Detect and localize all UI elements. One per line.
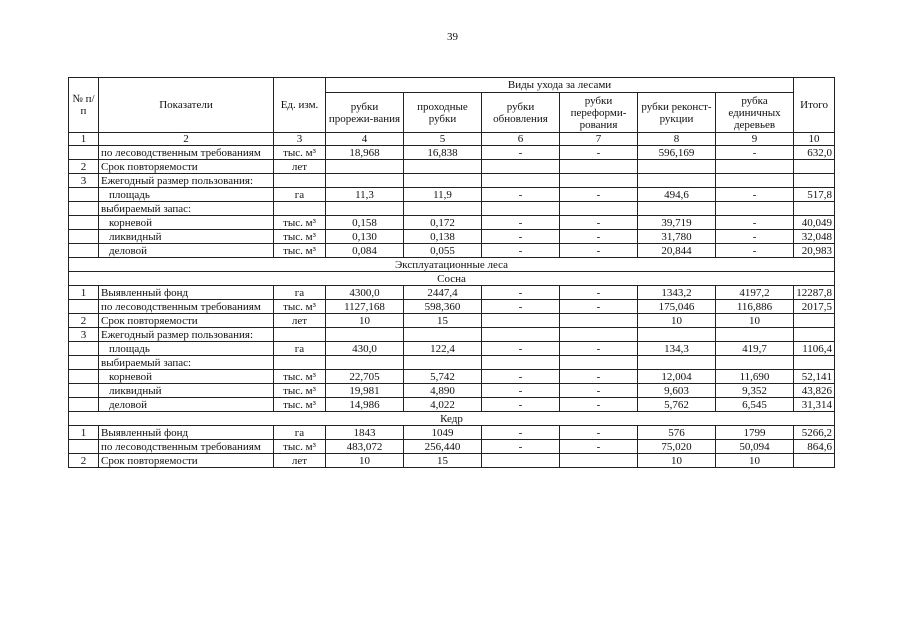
value-cell: [716, 356, 794, 370]
indicator-cell: Выявленный фонд: [99, 426, 274, 440]
value-cell: [326, 202, 404, 216]
value-cell: 256,440: [404, 440, 482, 454]
value-cell: [716, 328, 794, 342]
header-num: № п/п: [69, 78, 99, 133]
indicator-cell: Ежегодный размер пользования:: [99, 174, 274, 188]
value-cell: 32,048: [794, 230, 835, 244]
indicator-cell: по лесоводственным требованиям: [99, 146, 274, 160]
unit-cell: га: [274, 188, 326, 202]
header-type: рубки переформи-рования: [560, 93, 638, 133]
section-row: [69, 258, 835, 272]
table-row: [69, 174, 835, 188]
value-cell: [326, 328, 404, 342]
value-cell: [560, 174, 638, 188]
value-cell: 175,046: [638, 300, 716, 314]
value-cell: 483,072: [326, 440, 404, 454]
header-indicator: Показатели: [99, 78, 274, 133]
section-title: Кедр: [69, 412, 835, 426]
column-number: 4: [326, 133, 404, 146]
value-cell: 1106,4: [794, 342, 835, 356]
table-row: [69, 342, 835, 356]
section-title: Сосна: [69, 272, 835, 286]
value-cell: [482, 314, 560, 328]
value-cell: -: [716, 230, 794, 244]
value-cell: 0,138: [404, 230, 482, 244]
header-type: рубки реконст-рукции: [638, 93, 716, 133]
section-row: [69, 272, 835, 286]
value-cell: 122,4: [404, 342, 482, 356]
value-cell: -: [716, 244, 794, 258]
value-cell: [404, 328, 482, 342]
value-cell: -: [560, 216, 638, 230]
column-number: 1: [69, 133, 99, 146]
value-cell: [716, 160, 794, 174]
unit-cell: га: [274, 426, 326, 440]
value-cell: 4,022: [404, 398, 482, 412]
value-cell: [482, 160, 560, 174]
row-number-cell: [69, 398, 99, 412]
table-row: [69, 328, 835, 342]
table-body: [69, 146, 835, 468]
value-cell: 134,3: [638, 342, 716, 356]
value-cell: 0,084: [326, 244, 404, 258]
table-row: [69, 146, 835, 160]
table-row: [69, 188, 835, 202]
value-cell: -: [560, 286, 638, 300]
value-cell: [794, 314, 835, 328]
value-cell: 15: [404, 314, 482, 328]
table-row: [69, 314, 835, 328]
value-cell: 16,838: [404, 146, 482, 160]
unit-cell: лет: [274, 454, 326, 468]
column-number: 2: [99, 133, 274, 146]
row-number-cell: 2: [69, 454, 99, 468]
value-cell: -: [560, 384, 638, 398]
indicator-cell: по лесоводственным требованиям: [99, 440, 274, 454]
value-cell: 15: [404, 454, 482, 468]
indicator-cell: Ежегодный размер пользования:: [99, 328, 274, 342]
row-number-cell: [69, 300, 99, 314]
table-row: [69, 244, 835, 258]
value-cell: 4197,2: [716, 286, 794, 300]
value-cell: -: [560, 146, 638, 160]
value-cell: [638, 174, 716, 188]
unit-cell: [274, 356, 326, 370]
row-number-cell: [69, 216, 99, 230]
value-cell: [638, 328, 716, 342]
table-row: [69, 370, 835, 384]
value-cell: 50,094: [716, 440, 794, 454]
row-number-cell: 3: [69, 328, 99, 342]
table-row: [69, 202, 835, 216]
row-number-cell: 1: [69, 426, 99, 440]
value-cell: 10: [716, 454, 794, 468]
value-cell: -: [716, 216, 794, 230]
value-cell: 12,004: [638, 370, 716, 384]
unit-cell: [274, 328, 326, 342]
value-cell: -: [716, 146, 794, 160]
indicator-cell: Выявленный фонд: [99, 286, 274, 300]
column-numbers-row: [69, 133, 835, 146]
row-number-cell: [69, 342, 99, 356]
value-cell: 75,020: [638, 440, 716, 454]
value-cell: 10: [638, 314, 716, 328]
value-cell: -: [560, 398, 638, 412]
value-cell: -: [560, 342, 638, 356]
table-header: [69, 78, 835, 146]
column-number: 3: [274, 133, 326, 146]
value-cell: 10: [638, 454, 716, 468]
unit-cell: тыс. м³: [274, 146, 326, 160]
value-cell: [326, 160, 404, 174]
value-cell: 11,3: [326, 188, 404, 202]
unit-cell: тыс. м³: [274, 398, 326, 412]
value-cell: 6,545: [716, 398, 794, 412]
indicator-cell: корневой: [99, 370, 274, 384]
row-number-cell: 1: [69, 286, 99, 300]
value-cell: 2447,4: [404, 286, 482, 300]
value-cell: 10: [326, 314, 404, 328]
value-cell: [638, 356, 716, 370]
value-cell: -: [560, 370, 638, 384]
value-cell: 430,0: [326, 342, 404, 356]
value-cell: [794, 160, 835, 174]
value-cell: [404, 174, 482, 188]
value-cell: 598,360: [404, 300, 482, 314]
value-cell: 0,055: [404, 244, 482, 258]
table-row: [69, 356, 835, 370]
unit-cell: тыс. м³: [274, 244, 326, 258]
value-cell: 43,826: [794, 384, 835, 398]
table-row: [69, 454, 835, 468]
unit-cell: [274, 174, 326, 188]
value-cell: -: [482, 216, 560, 230]
value-cell: 632,0: [794, 146, 835, 160]
unit-cell: тыс. м³: [274, 216, 326, 230]
value-cell: [560, 328, 638, 342]
value-cell: [794, 328, 835, 342]
value-cell: 0,172: [404, 216, 482, 230]
table-row: [69, 398, 835, 412]
indicator-cell: Срок повторяемости: [99, 160, 274, 174]
value-cell: 1049: [404, 426, 482, 440]
table-row: [69, 426, 835, 440]
indicator-cell: корневой: [99, 216, 274, 230]
value-cell: 11,9: [404, 188, 482, 202]
indicator-cell: площадь: [99, 342, 274, 356]
value-cell: 22,705: [326, 370, 404, 384]
indicator-cell: выбираемый запас:: [99, 202, 274, 216]
value-cell: -: [560, 440, 638, 454]
table-row: [69, 216, 835, 230]
value-cell: 576: [638, 426, 716, 440]
value-cell: 19,981: [326, 384, 404, 398]
value-cell: 31,780: [638, 230, 716, 244]
header-type: рубки обновления: [482, 93, 560, 133]
row-number-cell: 2: [69, 160, 99, 174]
column-number: 8: [638, 133, 716, 146]
column-number: 10: [794, 133, 835, 146]
value-cell: -: [482, 342, 560, 356]
header-group: Виды ухода за лесами: [326, 78, 794, 93]
row-number-cell: [69, 384, 99, 398]
value-cell: [560, 314, 638, 328]
table-row: [69, 230, 835, 244]
value-cell: 10: [326, 454, 404, 468]
value-cell: 20,983: [794, 244, 835, 258]
header-type: проходные рубки: [404, 93, 482, 133]
value-cell: -: [482, 370, 560, 384]
unit-cell: тыс. м³: [274, 440, 326, 454]
row-number-cell: [69, 230, 99, 244]
value-cell: 4,890: [404, 384, 482, 398]
value-cell: 9,352: [716, 384, 794, 398]
value-cell: 0,130: [326, 230, 404, 244]
unit-cell: лет: [274, 160, 326, 174]
indicator-cell: ликвидный: [99, 384, 274, 398]
value-cell: [482, 174, 560, 188]
indicator-cell: деловой: [99, 398, 274, 412]
indicator-cell: Срок повторяемости: [99, 314, 274, 328]
value-cell: -: [482, 300, 560, 314]
value-cell: [326, 174, 404, 188]
value-cell: [404, 160, 482, 174]
value-cell: -: [560, 188, 638, 202]
value-cell: -: [482, 398, 560, 412]
table-row: [69, 286, 835, 300]
value-cell: -: [482, 244, 560, 258]
unit-cell: лет: [274, 314, 326, 328]
value-cell: 5266,2: [794, 426, 835, 440]
row-number-cell: [69, 440, 99, 454]
row-number-cell: [69, 146, 99, 160]
value-cell: [326, 356, 404, 370]
value-cell: [482, 356, 560, 370]
indicator-cell: выбираемый запас:: [99, 356, 274, 370]
value-cell: 116,886: [716, 300, 794, 314]
value-cell: 40,049: [794, 216, 835, 230]
indicator-cell: ликвидный: [99, 230, 274, 244]
page-number: 39: [447, 31, 458, 43]
value-cell: 864,6: [794, 440, 835, 454]
unit-cell: [274, 202, 326, 216]
header-total: Итого: [794, 78, 835, 133]
table-row: [69, 440, 835, 454]
forest-care-table: [68, 77, 835, 468]
value-cell: [794, 454, 835, 468]
value-cell: [560, 454, 638, 468]
value-cell: [404, 202, 482, 216]
table-row: [69, 384, 835, 398]
indicator-cell: деловой: [99, 244, 274, 258]
header-unit: Ед. изм.: [274, 78, 326, 133]
column-number: 6: [482, 133, 560, 146]
value-cell: 494,6: [638, 188, 716, 202]
value-cell: 5,762: [638, 398, 716, 412]
column-number: 7: [560, 133, 638, 146]
value-cell: 1799: [716, 426, 794, 440]
row-number-cell: 2: [69, 314, 99, 328]
value-cell: -: [482, 188, 560, 202]
value-cell: -: [482, 426, 560, 440]
value-cell: [638, 202, 716, 216]
row-number-cell: [69, 356, 99, 370]
value-cell: 4300,0: [326, 286, 404, 300]
value-cell: -: [716, 188, 794, 202]
value-cell: 2017,5: [794, 300, 835, 314]
value-cell: 1127,168: [326, 300, 404, 314]
value-cell: 20,844: [638, 244, 716, 258]
value-cell: 1843: [326, 426, 404, 440]
value-cell: -: [482, 384, 560, 398]
value-cell: [560, 202, 638, 216]
value-cell: 11,690: [716, 370, 794, 384]
value-cell: [794, 174, 835, 188]
value-cell: 517,8: [794, 188, 835, 202]
value-cell: 14,986: [326, 398, 404, 412]
value-cell: -: [560, 426, 638, 440]
value-cell: -: [482, 230, 560, 244]
row-number-cell: [69, 202, 99, 216]
value-cell: [560, 160, 638, 174]
row-number-cell: [69, 244, 99, 258]
value-cell: -: [482, 146, 560, 160]
table-row: [69, 300, 835, 314]
value-cell: 18,968: [326, 146, 404, 160]
value-cell: -: [560, 300, 638, 314]
unit-cell: тыс. м³: [274, 300, 326, 314]
column-number: 9: [716, 133, 794, 146]
value-cell: 12287,8: [794, 286, 835, 300]
indicator-cell: Срок повторяемости: [99, 454, 274, 468]
value-cell: 596,169: [638, 146, 716, 160]
unit-cell: га: [274, 286, 326, 300]
unit-cell: тыс. м³: [274, 230, 326, 244]
value-cell: [794, 356, 835, 370]
value-cell: [482, 328, 560, 342]
value-cell: [560, 356, 638, 370]
value-cell: [482, 454, 560, 468]
value-cell: [638, 160, 716, 174]
header-type: рубка единичных деревьев: [716, 93, 794, 133]
value-cell: -: [560, 230, 638, 244]
value-cell: [794, 202, 835, 216]
value-cell: 5,742: [404, 370, 482, 384]
row-number-cell: 3: [69, 174, 99, 188]
value-cell: [482, 202, 560, 216]
section-row: [69, 412, 835, 426]
header-type: рубки прорежи-вания: [326, 93, 404, 133]
indicator-cell: площадь: [99, 188, 274, 202]
row-number-cell: [69, 370, 99, 384]
table-row: [69, 160, 835, 174]
value-cell: -: [482, 440, 560, 454]
value-cell: 419,7: [716, 342, 794, 356]
unit-cell: тыс. м³: [274, 384, 326, 398]
value-cell: 0,158: [326, 216, 404, 230]
column-number: 5: [404, 133, 482, 146]
value-cell: 9,603: [638, 384, 716, 398]
value-cell: [716, 174, 794, 188]
value-cell: 39,719: [638, 216, 716, 230]
unit-cell: га: [274, 342, 326, 356]
value-cell: [404, 356, 482, 370]
row-number-cell: [69, 188, 99, 202]
value-cell: 10: [716, 314, 794, 328]
unit-cell: тыс. м³: [274, 370, 326, 384]
value-cell: 1343,2: [638, 286, 716, 300]
indicator-cell: по лесоводственным требованиям: [99, 300, 274, 314]
value-cell: 52,141: [794, 370, 835, 384]
value-cell: [716, 202, 794, 216]
value-cell: -: [482, 286, 560, 300]
value-cell: 31,314: [794, 398, 835, 412]
section-title: Эксплуатационные леса: [69, 258, 835, 272]
value-cell: -: [560, 244, 638, 258]
